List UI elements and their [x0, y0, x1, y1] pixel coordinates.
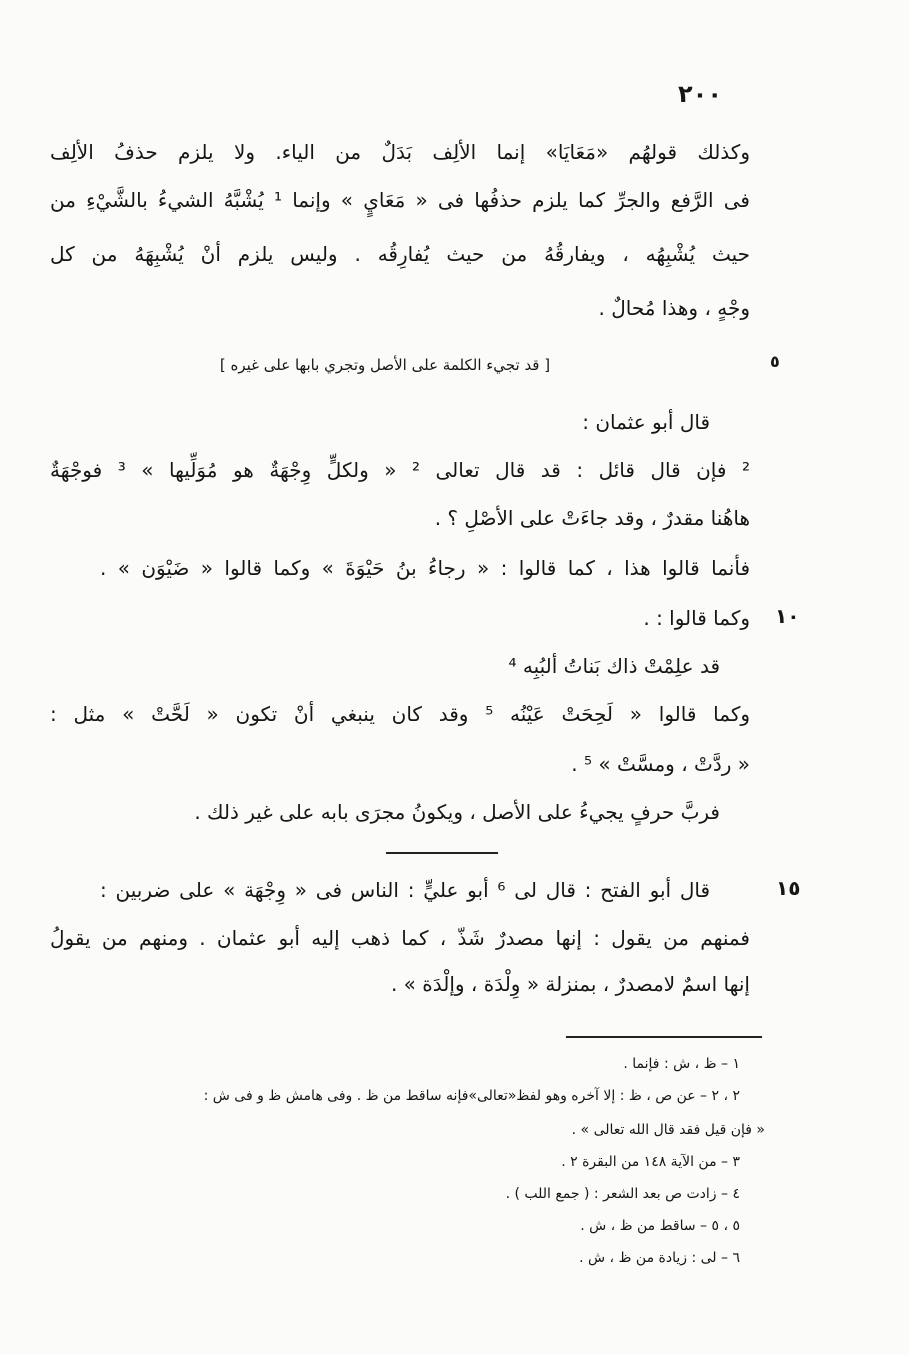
paragraph-line: إنها اسمٌ لامصدرٌ ، بمنزلة « وِلْدَة ، وإلْدَة » .	[390, 972, 750, 996]
paragraph-line: فى الرَّفع والجرِّ كما يلزم حذفُها فى « مَعَايٍ » وإنما ¹ يُشْبَّهُ الشيءُ بالشَّيْءِ من	[50, 188, 750, 212]
paragraph-line: حيث يُشْبِهُه ، ويفارقُهُ من حيث يُفارِقُه . وليس يلزم أنْ يُشْبِهَهُ من كل	[50, 242, 750, 266]
paragraph-line: وكما قالوا « لَحِحَتْ عَيْنُه ⁵ وقد كان ينبغي أنْ تكون « لَحَّتْ » مثل :	[50, 702, 750, 726]
paragraph-line: وكذلك قولهُم «مَعَايَا» إنما الألِف بَدَلٌ من الياء. ولا يلزم حذفُ الألِف	[50, 140, 750, 164]
paragraph-line: وكما قالوا : .	[643, 606, 750, 630]
footnote: ٢ ، ٢ – عن ص ، ظ : إلا آخره وهو لفظ«تعالى»فإنه ساقط من ظ . وفى هامش ظ و فى ش :	[203, 1088, 740, 1104]
paragraph-line: فمنهم من يقول : إنها مصدرٌ شَذّ ، كما ذهب إليه أبو عثمان . ومنهم من يقولُ	[50, 926, 750, 950]
section-heading: [ قد تجيء الكلمة على الأصل وتجري بابها على غيره ]	[219, 356, 551, 374]
footnote: ١ – ظ ، ش : فإنما .	[623, 1056, 740, 1072]
footnote-divider	[566, 1036, 762, 1038]
paragraph-line: قال أبو الفتح : قال لى ⁶ أبو عليٍّ : الناس فى « وِجْهَة » على ضربين :	[100, 878, 711, 902]
footnote: « فإن قيل فقد قال الله تعالى » .	[571, 1122, 765, 1138]
line-number: ١٥	[776, 876, 801, 900]
line-number: ١٠	[775, 604, 800, 628]
page-number: ٢٠٠	[678, 80, 722, 108]
verse-line: قد علِمْتْ ذاك بَناتُ ألبُبِه ⁴	[508, 654, 720, 678]
paragraph-line: ² فإن قال قائل : قد قال تعالى ² « ولكلٍّ وِجْهَةٌ هو مُوَلِّيها » ³ فوجْهَةٌ	[50, 458, 750, 482]
paragraph-line: « ردَّتْ ، ومسَّتْ » ⁵ .	[571, 752, 750, 776]
speaker-line: قال أبو عثمان :	[582, 410, 710, 434]
line-number: ٥	[770, 352, 780, 371]
paragraph-line: فأنما قالوا هذا ، كما قالوا : « رجاءُ بنُ حَيْوَةَ » وكما قالوا « ضَيْوَن » .	[100, 556, 750, 580]
footnote: ٤ – زادت ص بعد الشعر : ( جمع اللب ) .	[505, 1186, 740, 1202]
footnote: ٣ – من الآية ١٤٨ من البقرة ٢ .	[561, 1154, 740, 1170]
summary-line: فربَّ حرفٍ يجيءُ على الأصل ، ويكونُ مجرَى بابه على غير ذلك .	[194, 800, 720, 824]
section-divider	[386, 852, 498, 854]
paragraph-line: هاهُنا مقدرٌ ، وقد جاءَتْ على الأصْلِ ؟ .	[434, 506, 750, 530]
footnote: ٥ ، ٥ – ساقط من ظ ، ش .	[580, 1218, 740, 1234]
paragraph-line: وجْهٍ ، وهذا مُحالٌ .	[598, 296, 750, 320]
footnote: ٦ – لى : زيادة من ظ ، ش .	[579, 1250, 740, 1266]
